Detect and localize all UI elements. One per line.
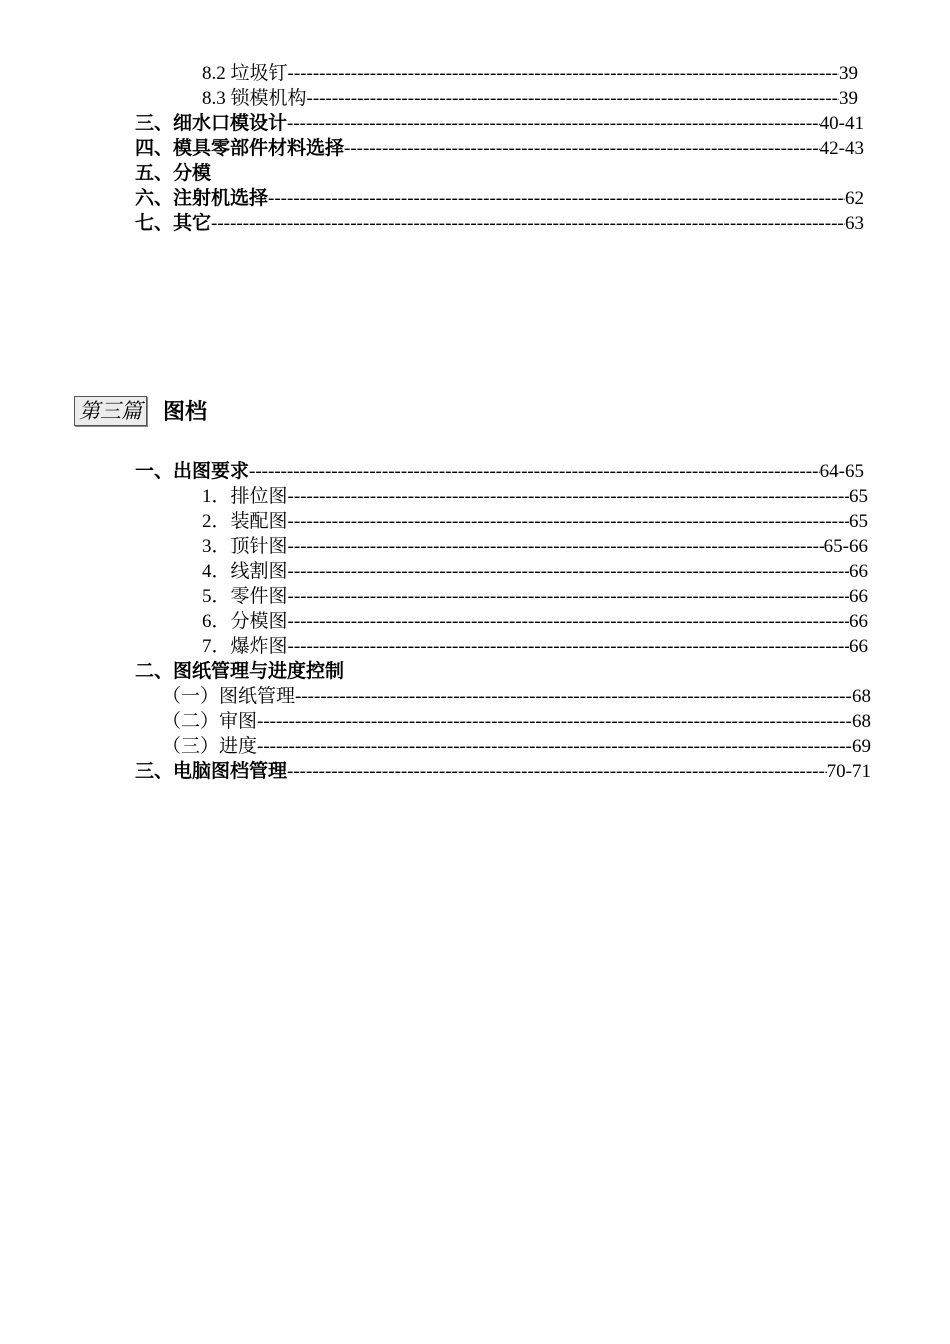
toc-entry-label: 3．顶针图 xyxy=(202,536,288,557)
toc-entry-label: 三、电脑图档管理 xyxy=(135,761,288,782)
toc-entry-drawing-review[interactable] xyxy=(162,710,871,734)
toc-page-number: 68 xyxy=(852,686,871,707)
toc-leader xyxy=(288,585,849,609)
toc-entry-drawing-control[interactable] xyxy=(162,685,871,709)
toc-entry-label: （一）图纸管理 xyxy=(162,686,296,707)
toc-entry-section-5[interactable] xyxy=(135,162,211,186)
toc-page-number: 39 xyxy=(839,63,858,84)
toc-page-number: 39 xyxy=(839,88,858,109)
toc-page-number: 65 xyxy=(849,511,868,532)
toc-entry-label: 7．爆炸图 xyxy=(202,636,288,657)
toc-entry-label: （三）进度 xyxy=(162,736,258,757)
toc-leader xyxy=(287,112,820,136)
toc-entry-8-2[interactable] xyxy=(202,62,858,86)
toc-leader xyxy=(288,635,849,659)
toc-entry-computer-file-management[interactable] xyxy=(135,760,871,784)
toc-entry-label: 6．分模图 xyxy=(202,611,288,632)
toc-entry-layout-drawing[interactable] xyxy=(202,485,868,509)
toc-entry-drawing-management[interactable] xyxy=(135,660,344,684)
toc-entry-label: 二、图纸管理与进度控制 xyxy=(135,661,345,682)
toc-entry-wire-cut-drawing[interactable] xyxy=(202,560,868,584)
part-title: 图档 xyxy=(163,399,208,424)
toc-leader xyxy=(288,485,849,509)
toc-page-number: 63 xyxy=(845,213,864,234)
toc-entry-8-3[interactable] xyxy=(202,87,858,111)
toc-entry-label: 六、注射机选择 xyxy=(135,188,269,209)
toc-page-number: 66 xyxy=(849,636,868,657)
toc-page-number: 69 xyxy=(852,736,871,757)
toc-leader xyxy=(288,510,849,534)
toc-entry-label: 4．线割图 xyxy=(202,561,288,582)
toc-page-number: 62 xyxy=(845,188,864,209)
toc-leader xyxy=(288,62,839,86)
toc-entry-label: 1．排位图 xyxy=(202,486,288,507)
toc-page-number: 70-71 xyxy=(826,761,871,782)
toc-leader xyxy=(307,87,839,111)
toc-page-number: 65 xyxy=(849,486,868,507)
part-tag: 第三篇 xyxy=(74,396,147,426)
toc-page-number: 68 xyxy=(852,711,871,732)
toc-leader xyxy=(257,735,852,759)
toc-entry-label: 四、模具零部件材料选择 xyxy=(135,138,345,159)
toc-entry-label: （二）审图 xyxy=(162,711,258,732)
toc-entry-section-7[interactable] xyxy=(135,212,864,236)
toc-page-number: 66 xyxy=(849,586,868,607)
toc-leader xyxy=(249,460,820,484)
toc-page-number: 42-43 xyxy=(819,138,864,159)
toc-entry-ejector-pin-drawing[interactable] xyxy=(202,535,868,559)
toc-entry-label: 2．装配图 xyxy=(202,511,288,532)
toc-page-number: 65-66 xyxy=(823,536,868,557)
toc-entry-label: 三、细水口模设计 xyxy=(135,113,288,134)
toc-entry-part-drawing[interactable] xyxy=(202,585,868,609)
toc-leader xyxy=(288,535,824,559)
toc-entry-split-mold-drawing[interactable] xyxy=(202,610,868,634)
toc-leader xyxy=(295,685,852,709)
toc-entry-label: 一、出图要求 xyxy=(135,461,250,482)
toc-entry-label: 五、分模 xyxy=(135,163,212,184)
toc-leader xyxy=(344,137,820,161)
toc-entry-label: 8.3 锁模机构 xyxy=(202,88,307,109)
toc-page-number: 40-41 xyxy=(819,113,864,134)
toc-entry-section-4[interactable] xyxy=(135,137,864,161)
part-heading xyxy=(74,395,207,426)
toc-entry-label: 七、其它 xyxy=(135,213,212,234)
toc-entry-label: 8.2 垃圾钉 xyxy=(202,63,288,84)
toc-page-number: 64-65 xyxy=(819,461,864,482)
toc-entry-label: 5．零件图 xyxy=(202,586,288,607)
toc-entry-section-3[interactable] xyxy=(135,112,864,136)
toc-leader xyxy=(288,560,849,584)
toc-leader xyxy=(287,760,827,784)
toc-page-number: 66 xyxy=(849,561,868,582)
toc-leader xyxy=(268,187,845,211)
toc-entry-drawing-requirements[interactable] xyxy=(135,460,864,484)
toc-entry-progress[interactable] xyxy=(162,735,871,759)
toc-entry-exploded-drawing[interactable] xyxy=(202,635,868,659)
toc-leader xyxy=(211,212,845,236)
toc-page-number: 66 xyxy=(849,611,868,632)
toc-leader xyxy=(257,710,852,734)
toc-entry-assembly-drawing[interactable] xyxy=(202,510,868,534)
toc-entry-section-6[interactable] xyxy=(135,187,864,211)
toc-leader xyxy=(288,610,849,634)
